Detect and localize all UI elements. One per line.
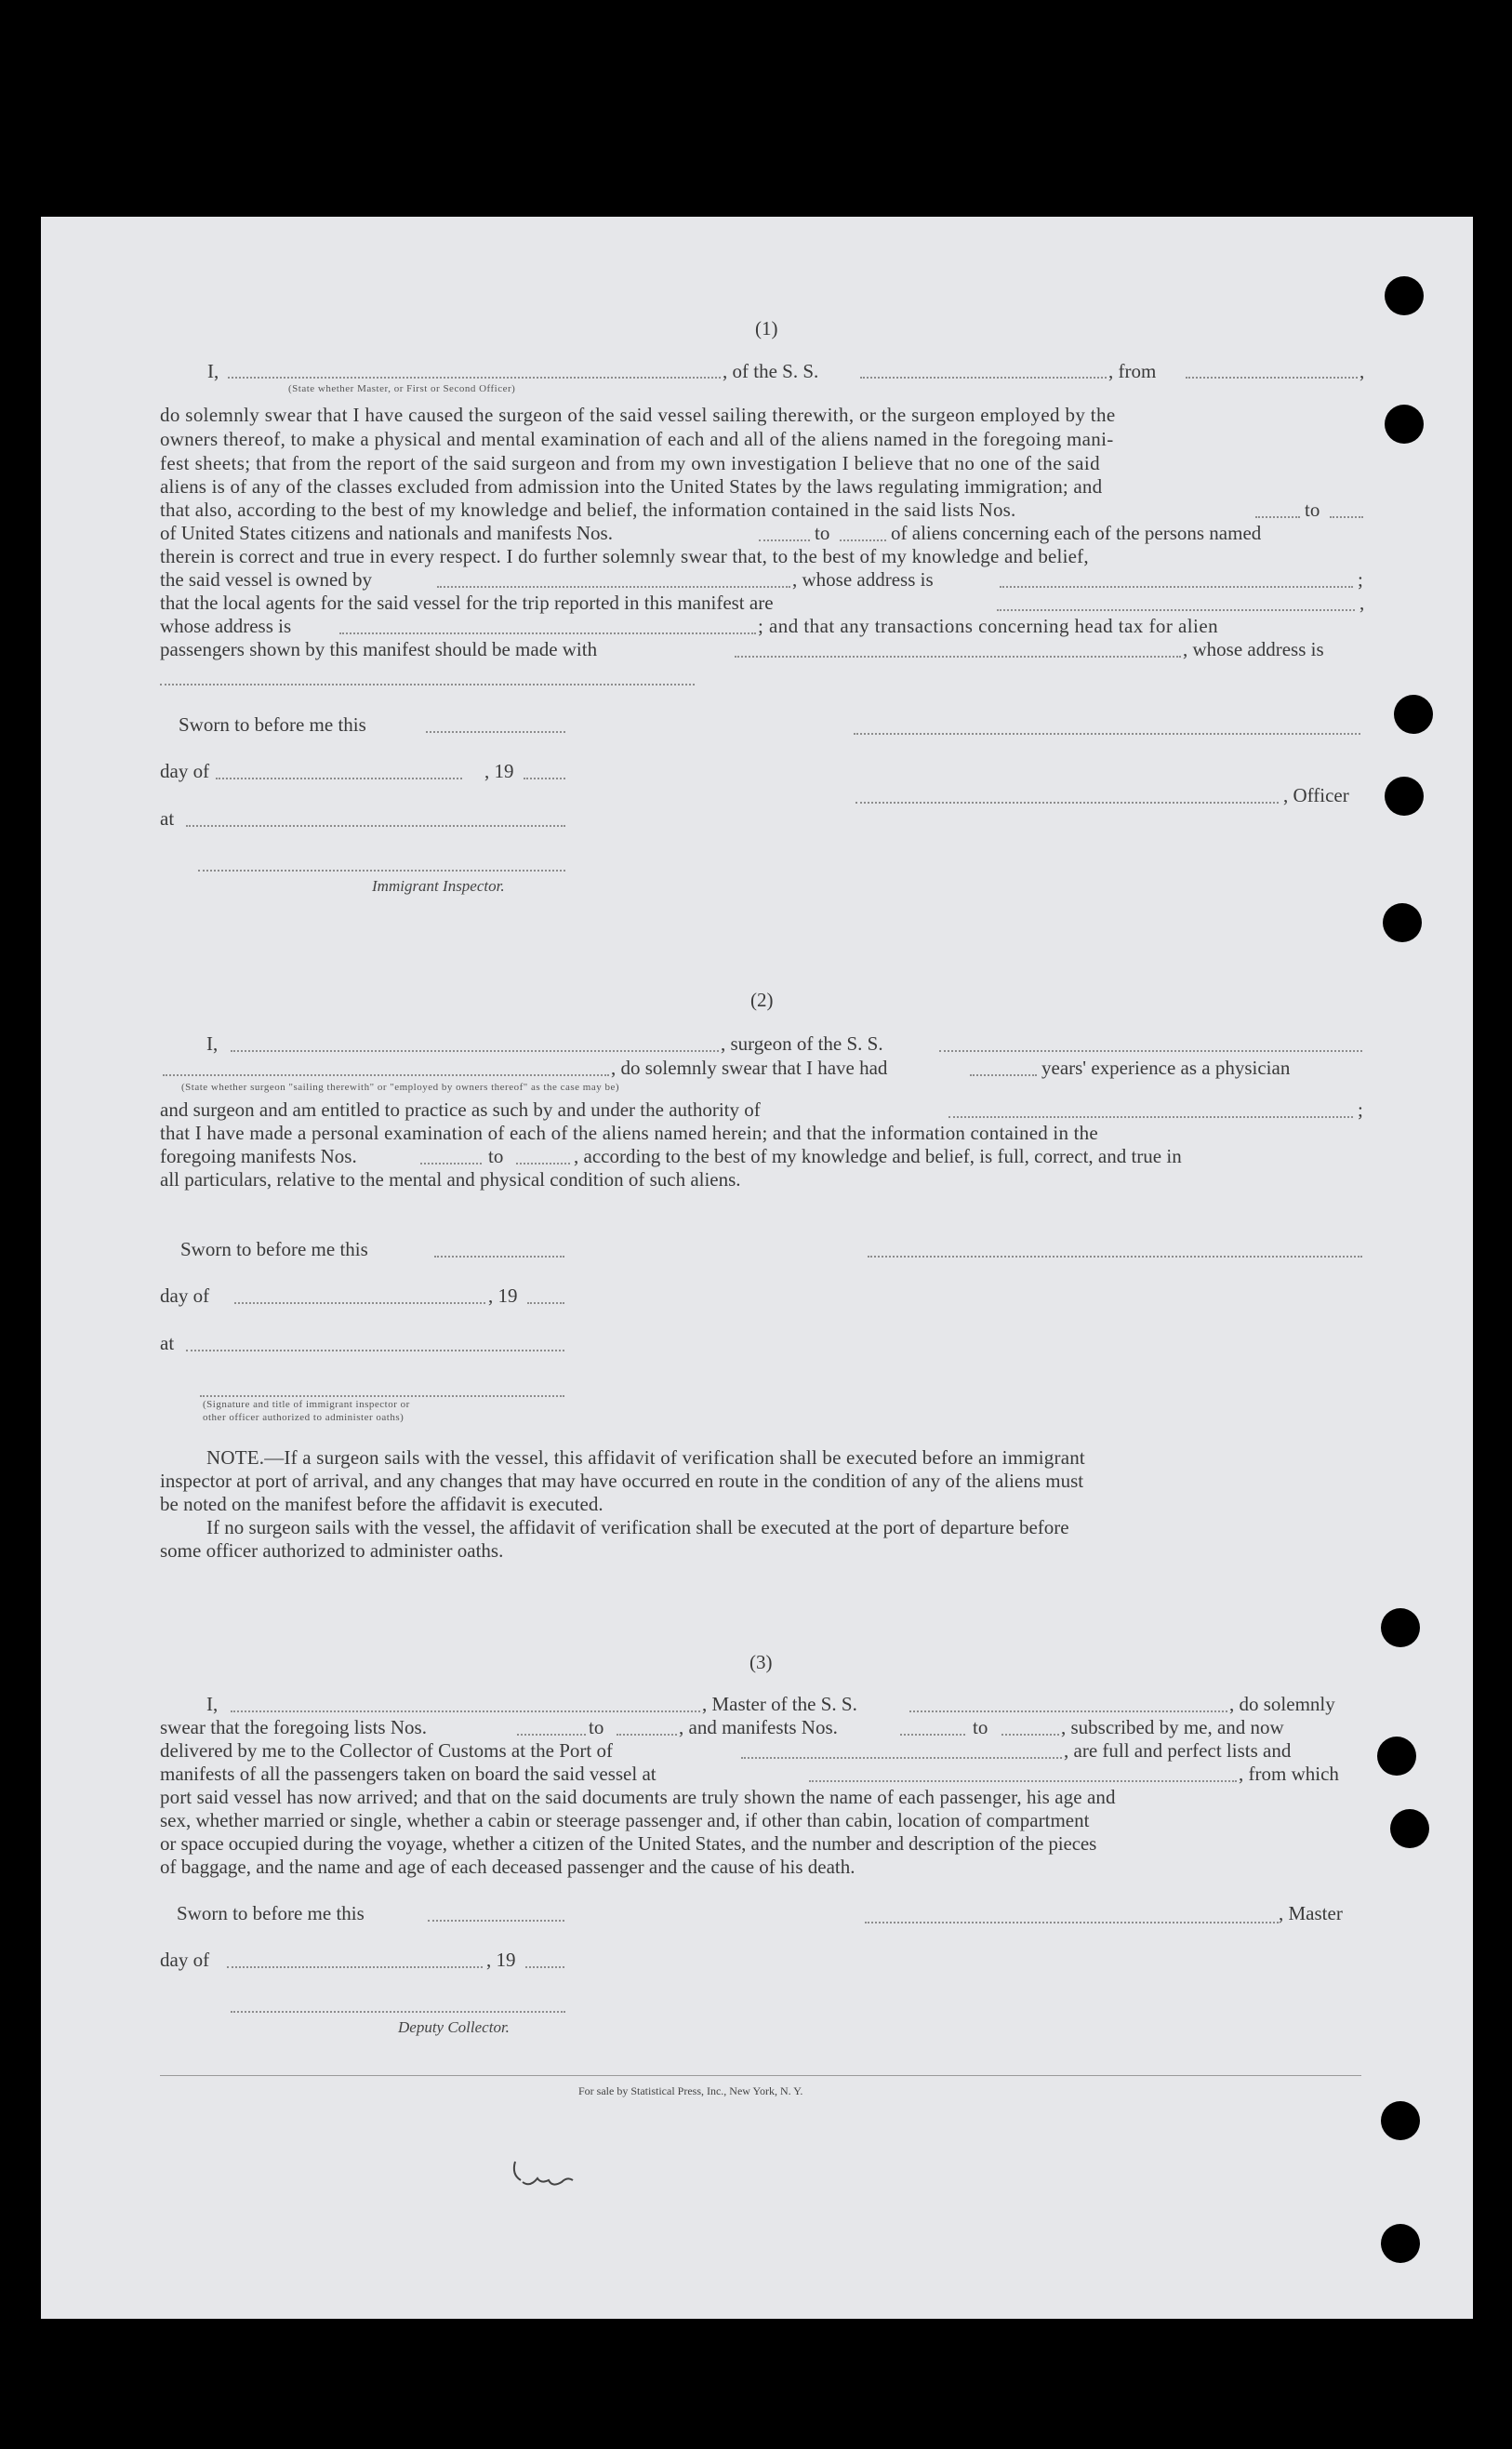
- s3-embarked-blank[interactable]: [809, 1780, 1237, 1782]
- s3-lists: swear that the foregoing lists Nos.: [160, 1716, 427, 1738]
- s1-immigrant-inspector: Immigrant Inspector.: [372, 877, 505, 895]
- s1-sworn-blank[interactable]: [426, 731, 565, 733]
- s3-sworn-blank[interactable]: [428, 1920, 564, 1922]
- s3-day-blank[interactable]: [227, 1966, 483, 1968]
- s3-name-blank[interactable]: [231, 1710, 700, 1712]
- s2-to: to: [488, 1145, 504, 1167]
- s1-para-line: fest sheets; that from the report of the said surgeon and from my own investigation I believe that no one of the said: [160, 452, 1101, 474]
- s1-whose-address-3: , whose address is: [1183, 638, 1324, 660]
- s1-para-line: of United States citizens and nationals and manifests Nos.: [160, 522, 613, 544]
- s1-day-blank[interactable]: [216, 778, 462, 779]
- s3-year: , 19: [486, 1949, 516, 1971]
- s1-year: , 19: [484, 760, 514, 782]
- s2-solemnly: , do solemnly swear that I have had: [611, 1057, 888, 1079]
- s1-para-line: of aliens concerning each of the persons named: [891, 522, 1262, 544]
- s1-officer-label: , Officer: [1283, 784, 1349, 806]
- s1-comma: ,: [1359, 592, 1365, 614]
- s2-note-line: NOTE.—If a surgeon sails with the vessel, this affidavit of verification shall be executed before an immigrant: [206, 1446, 1085, 1469]
- s3-ship-blank[interactable]: [909, 1710, 1227, 1712]
- s2-note-line: some officer authorized to administer oaths.: [160, 1539, 504, 1562]
- s2-note-line: be noted on the manifest before the affidavit is executed.: [160, 1493, 603, 1515]
- s1-officer-signature-blank[interactable]: [854, 733, 1360, 735]
- s1-whose-address-2: whose address is: [160, 615, 292, 637]
- s3-day-of: day of: [160, 1949, 210, 1971]
- s1-owned-by: the said vessel is owned by: [160, 568, 373, 591]
- s2-according: , according to the best of my knowledge and belief, is full, correct, and true in: [574, 1145, 1182, 1167]
- s3-master-of: , Master of the S. S.: [702, 1693, 857, 1715]
- s1-lists-to-blank[interactable]: [1330, 516, 1363, 518]
- s3-manifests-all: manifests of all the passengers taken on board the said vessel at: [160, 1763, 657, 1785]
- s2-note-line: inspector at port of arrival, and any changes that may have occurred en route in the condition of any of the aliens must: [160, 1470, 1084, 1492]
- s2-sworn: Sworn to before me this: [180, 1238, 368, 1260]
- s3-to: to: [589, 1716, 604, 1738]
- s1-at-blank[interactable]: [186, 825, 565, 827]
- s1-manifests-from-blank[interactable]: [759, 539, 810, 541]
- s1-agents-blank[interactable]: [997, 609, 1355, 611]
- s1-owner-blank[interactable]: [437, 586, 790, 588]
- punch-hole: [1383, 903, 1422, 942]
- s1-passengers-shown: passengers shown by this manifest should be made with: [160, 638, 598, 660]
- handwritten-mark: [510, 2156, 584, 2193]
- footer-rule: [160, 2075, 1361, 2076]
- s3-year-blank[interactable]: [525, 1966, 564, 1968]
- punch-hole: [1394, 695, 1433, 734]
- section-2-number: (2): [750, 989, 774, 1011]
- s1-officer-note: (State whether Master, or First or Second Officer): [288, 383, 516, 394]
- s3-collector-signature-blank[interactable]: [231, 2011, 565, 2013]
- punch-hole: [1385, 405, 1424, 444]
- punch-hole: [1381, 1608, 1420, 1647]
- s1-i: I,: [207, 360, 219, 382]
- punch-hole: [1381, 2224, 1420, 2263]
- punch-hole: [1381, 2101, 1420, 2140]
- s1-head-tax: ; and that any transactions concerning head tax for alien: [758, 615, 1219, 637]
- punch-hole: [1390, 1809, 1429, 1848]
- s2-para-line: that I have made a personal examination of each of the aliens named herein; and that the information contained in the: [160, 1122, 1098, 1144]
- s3-delivered: delivered by me to the Collector of Customs at the Port of: [160, 1739, 613, 1762]
- s1-agents-address-blank[interactable]: [339, 632, 756, 634]
- s1-day-of: day of: [160, 760, 210, 782]
- s2-semicolon: ;: [1358, 1098, 1363, 1121]
- s2-years-experience: years' experience as a physician: [1041, 1057, 1291, 1079]
- s2-ship-blank[interactable]: [939, 1050, 1362, 1052]
- punch-hole: [1385, 276, 1424, 315]
- s3-do-solemnly: , do solemnly: [1229, 1693, 1335, 1715]
- s2-day-blank[interactable]: [234, 1302, 485, 1304]
- s3-para-line: sex, whether married or single, whether a cabin or steerage passenger and, if other than cabin, location of compartment: [160, 1809, 1090, 1831]
- s3-lists-from-blank[interactable]: [517, 1734, 586, 1736]
- s1-sworn: Sworn to before me this: [179, 713, 366, 736]
- s3-master-label: , Master: [1279, 1902, 1343, 1924]
- s2-surgeon-of: , surgeon of the S. S.: [721, 1032, 883, 1055]
- s3-to: to: [973, 1716, 988, 1738]
- s2-day-of: day of: [160, 1284, 210, 1307]
- s2-at: at: [160, 1332, 175, 1354]
- s2-name-blank[interactable]: [231, 1050, 719, 1052]
- punch-hole: [1385, 777, 1424, 816]
- s1-from-blank[interactable]: [1186, 377, 1358, 379]
- s3-para-line: of baggage, and the name and age of each deceased passenger and the cause of his death.: [160, 1856, 855, 1878]
- s3-lists-to-blank[interactable]: [617, 1734, 677, 1736]
- s3-deputy-collector: Deputy Collector.: [398, 2018, 510, 2036]
- s1-owner-address-blank[interactable]: [1000, 586, 1353, 588]
- s1-local-agents: that the local agents for the said vessel for the trip reported in this manifest are: [160, 592, 774, 614]
- s1-para-line: therein is correct and true in every respect. I do further solemnly swear that, to the best of my knowledge and belief,: [160, 545, 1089, 567]
- section-1-number: (1): [755, 317, 778, 339]
- s2-manifests: foregoing manifests Nos.: [160, 1145, 357, 1167]
- s2-at-blank[interactable]: [186, 1350, 564, 1351]
- s1-at: at: [160, 807, 175, 830]
- s2-year-blank[interactable]: [527, 1302, 564, 1304]
- s1-para-line: aliens is of any of the classes excluded from admission into the United States by the laws regulating immigration; and: [160, 475, 1103, 498]
- s2-inspector-signature-blank[interactable]: [200, 1395, 564, 1397]
- s1-head-tax-party-blank[interactable]: [735, 656, 1181, 658]
- s3-from-which: , from which: [1239, 1763, 1339, 1785]
- s2-note-line: If no surgeon sails with the vessel, the affidavit of verification shall be executed at the port of departure before: [206, 1516, 1069, 1538]
- s3-master-signature-blank[interactable]: [865, 1922, 1279, 1923]
- s1-whose-address: , whose address is: [792, 568, 934, 591]
- s3-para-line: port said vessel has now arrived; and that on the said documents are truly shown the name of each passenger, his age and: [160, 1786, 1116, 1808]
- s3-subscribed: , subscribed by me, and now: [1061, 1716, 1284, 1738]
- s3-manifests-to-blank[interactable]: [1001, 1734, 1059, 1736]
- s1-comma: ,: [1359, 360, 1365, 382]
- s1-para-line: do solemnly swear that I have caused the surgeon of the said vessel sailing therewith, or the surgeon employed by the: [160, 404, 1116, 426]
- s3-manifests-from-blank[interactable]: [900, 1734, 965, 1736]
- s2-para-line: all particulars, relative to the mental and physical condition of such aliens.: [160, 1168, 741, 1191]
- s3-port-blank[interactable]: [741, 1757, 1062, 1759]
- s3-full-perfect: , are full and perfect lists and: [1064, 1739, 1292, 1762]
- s2-years-blank[interactable]: [970, 1074, 1037, 1076]
- s2-signature-note: (Signature and title of immigrant inspector or: [203, 1399, 410, 1410]
- s2-manifests-to-blank[interactable]: [516, 1163, 570, 1165]
- s2-i: I,: [206, 1032, 219, 1055]
- s1-lists-from-blank[interactable]: [1255, 516, 1300, 518]
- s1-to: to: [815, 522, 830, 544]
- section-3-number: (3): [749, 1651, 773, 1673]
- s1-inspector-signature-blank[interactable]: [198, 870, 565, 872]
- s2-status-note: (State whether surgeon "sailing therewith" or "employed by owners thereof" as the case may be): [181, 1082, 620, 1093]
- s1-para-line: owners thereof, to make a physical and mental examination of each and all of the aliens named in the foregoing mani-: [160, 428, 1114, 450]
- s1-ship-blank[interactable]: [860, 377, 1107, 379]
- s2-signature-note: other officer authorized to administer oaths): [203, 1412, 405, 1423]
- s3-sworn: Sworn to before me this: [177, 1902, 365, 1924]
- s1-party-address-blank[interactable]: [160, 684, 695, 685]
- punch-hole: [1377, 1737, 1416, 1776]
- s2-authority: and surgeon and am entitled to practice as such by and under the authority of: [160, 1098, 761, 1121]
- s1-manifests-to-blank[interactable]: [840, 539, 886, 541]
- s2-manifests-from-blank[interactable]: [420, 1163, 482, 1165]
- s1-of-ss: , of the S. S.: [723, 360, 819, 382]
- s3-and-manifests: , and manifests Nos.: [679, 1716, 838, 1738]
- s1-to: to: [1305, 499, 1320, 521]
- s2-authority-blank[interactable]: [948, 1116, 1353, 1118]
- printer-imprint: For sale by Statistical Press, Inc., New York, N. Y.: [578, 2084, 803, 2097]
- s3-i: I,: [206, 1693, 219, 1715]
- s1-from: , from: [1108, 360, 1157, 382]
- s1-semicolon: ;: [1358, 568, 1363, 591]
- s3-para-line: or space occupied during the voyage, whether a citizen of the United States, and the number and description of the pieces: [160, 1832, 1097, 1855]
- s2-sworn-blank[interactable]: [434, 1256, 564, 1258]
- s1-officer-name-blank[interactable]: [855, 802, 1279, 804]
- s1-para-line: that also, according to the best of my knowledge and belief, the information contained in the said lists Nos.: [160, 499, 1016, 521]
- s2-surgeon-signature-blank[interactable]: [868, 1256, 1362, 1258]
- s2-year: , 19: [488, 1284, 518, 1307]
- s1-year-blank[interactable]: [524, 778, 565, 779]
